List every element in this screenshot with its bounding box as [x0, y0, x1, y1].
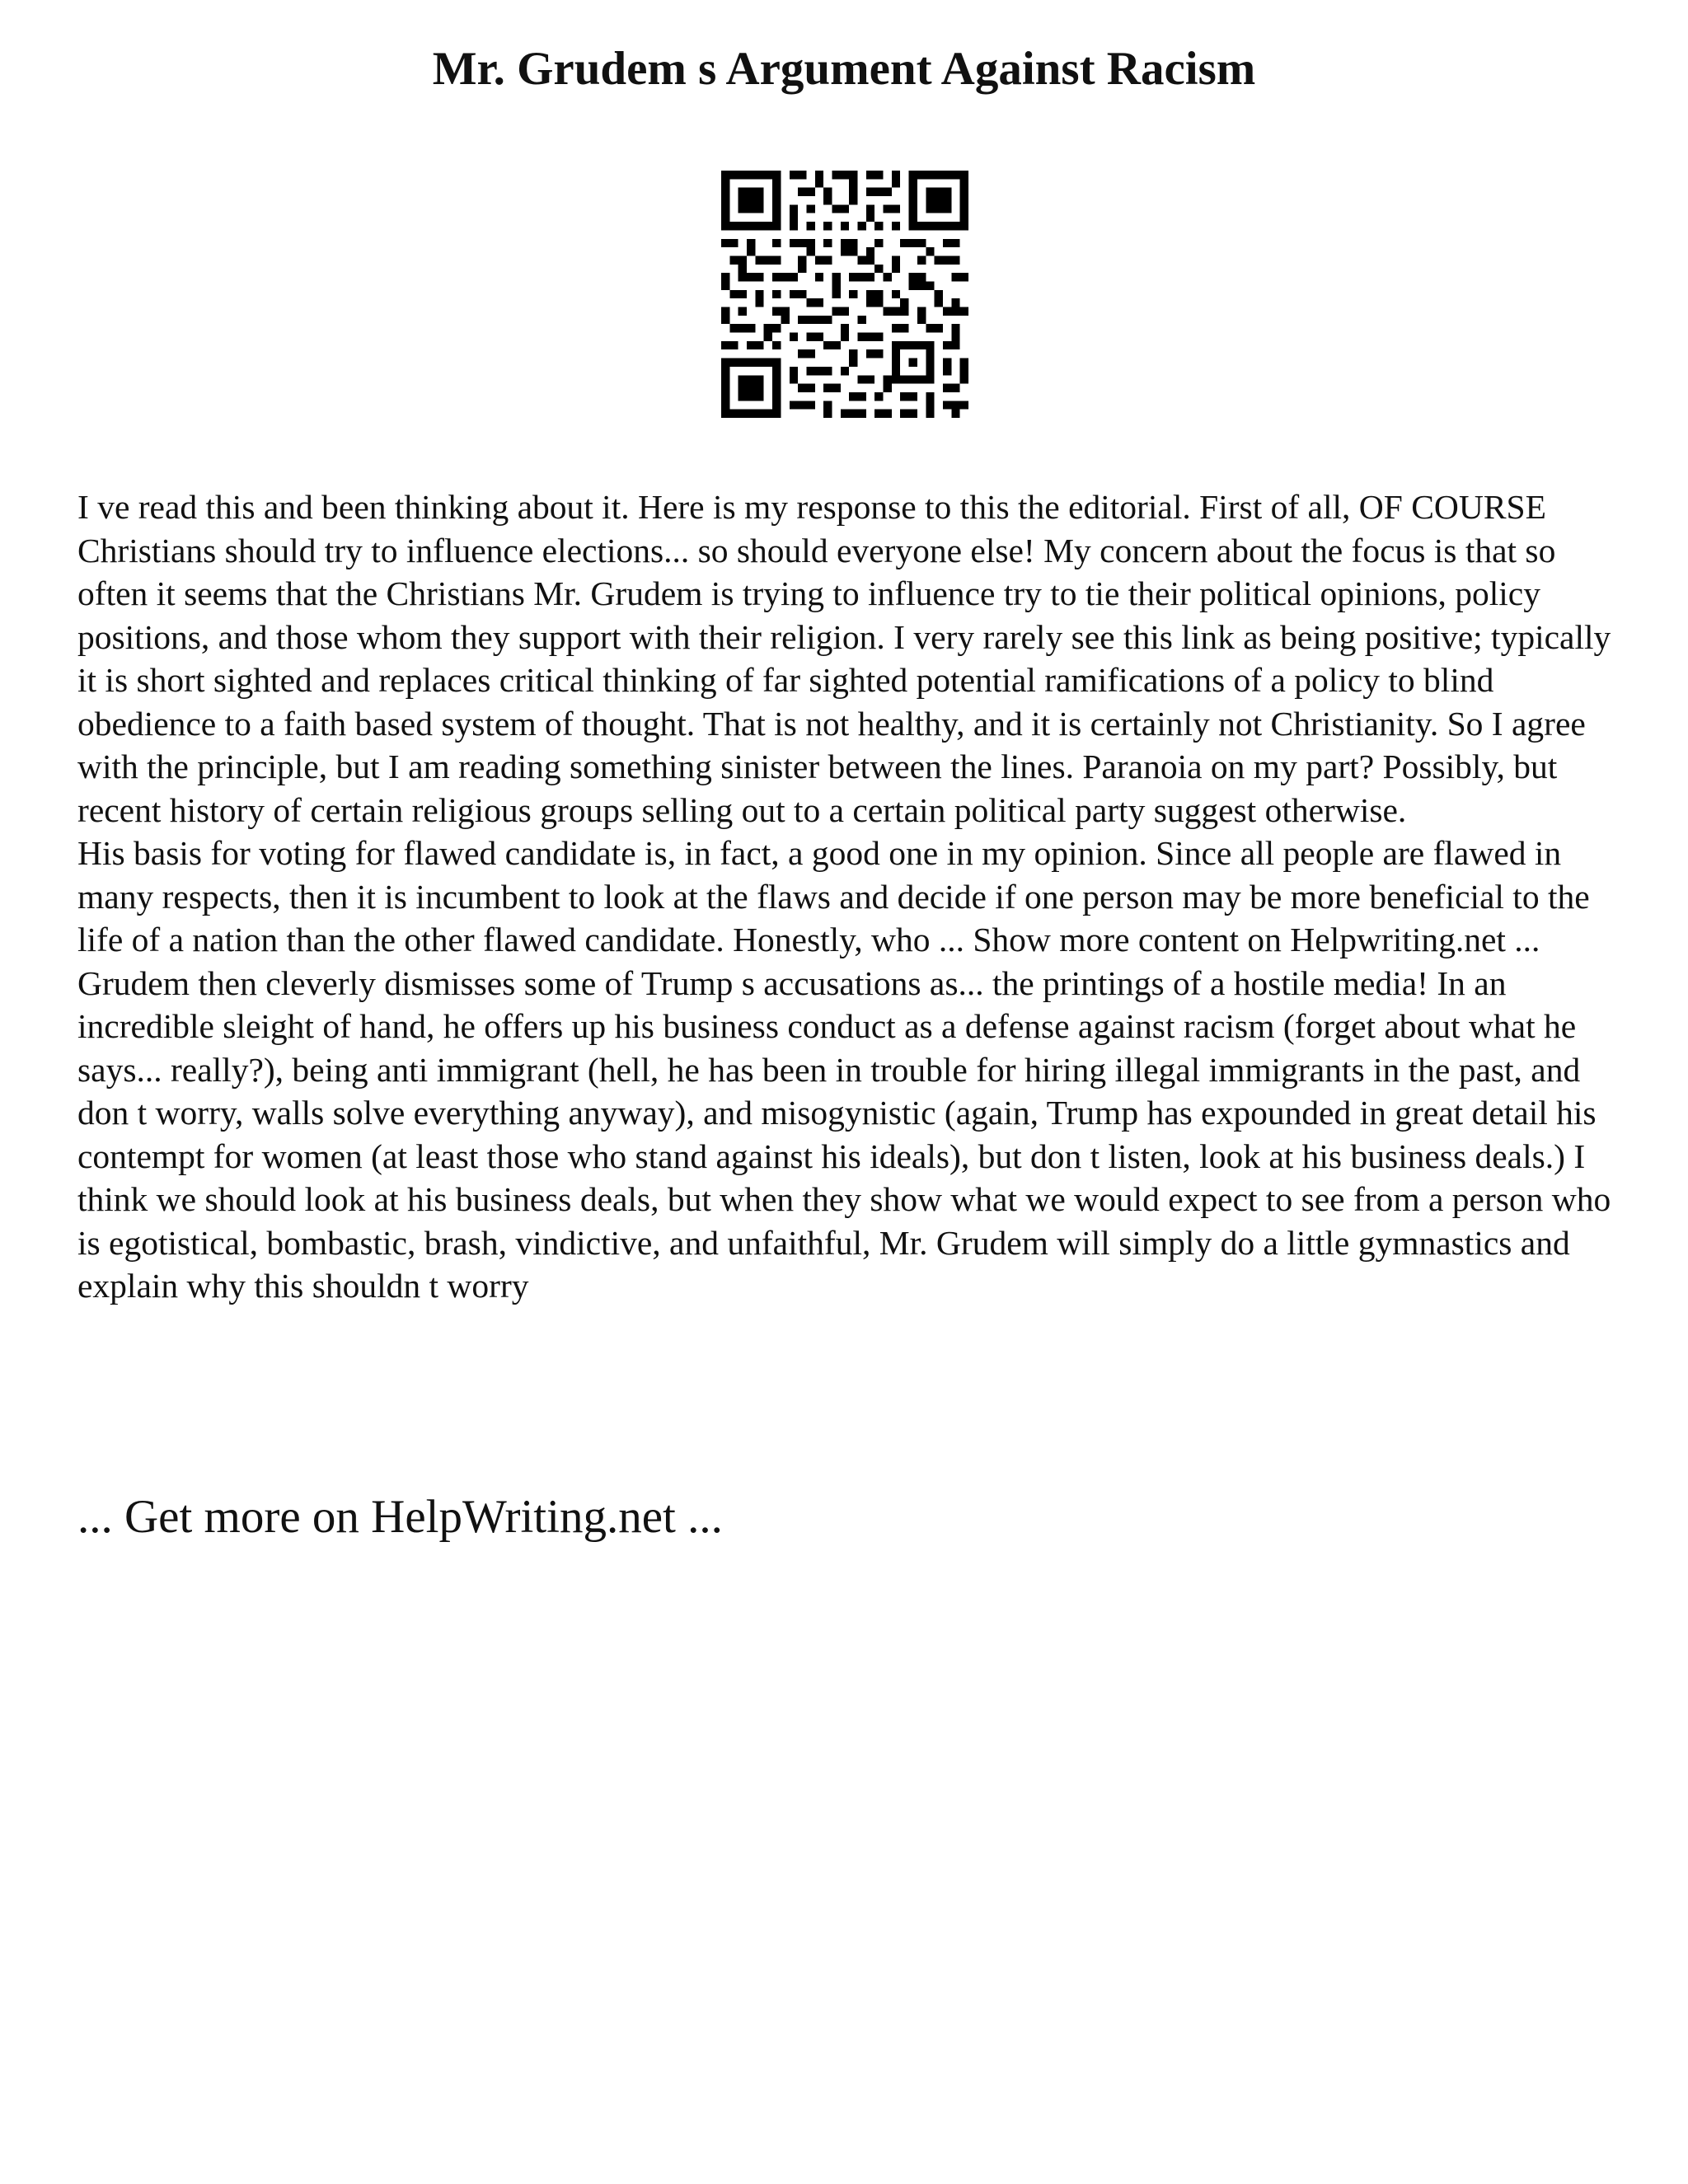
paragraph: I ve read this and been thinking about it. Here is my response to this the editorial. First of all, OF COURSE Christians should try to influence elections... so should everyone else! My concern about the focus is that so often it seems that the Christians Mr. Grudem is trying to influence try to tie their political opinions, policy positions, and those whom they support with their religion. I very rarely see this link as being positive; typically it is short sighted and replaces critical thinking of far sighted potential ramifications of a policy to blind obedience to a faith based system of thought. That is not healthy, and it is certainly not Christianity. So I agree with the principle, but I am reading something sinister between the lines. Paranoia on my part? Possibly, but recent history of certain religious groups selling out to a certain political party suggest otherwise.	[77, 488, 1611, 829]
article-body	[77, 485, 1627, 1308]
qr-code-icon	[721, 171, 968, 418]
get-more-link[interactable]: ... Get more on HelpWriting.net ...	[77, 1491, 723, 1543]
paragraph: His basis for voting for flawed candidate is, in fact, a good one in my opinion. Since all people are flawed in many respects, then it is incumbent to look at the flaws and decide if one person may be more beneficial to the life of a nation than the other flawed candidate. Honestly, who ... Show more content on Helpwriting.net ...	[77, 834, 1590, 958]
page-title: Mr. Grudem s Argument Against Racism	[432, 43, 1256, 95]
paragraph: Grudem then cleverly dismisses some of Trump s accusations as... the printings of a hostile media! In an incredible sleight of hand, he offers up his business conduct as a defense against racism (forget about what he says... really?), being anti immigrant (hell, he has been in trouble for hiring illegal immigrants in the past, and don t worry, walls solve everything anyway), and misogynistic (again, Trump has expounded in great detail his contempt for women (at least those who stand against his ideals), but don t listen, look at his business deals.) I think we should look at his business deals, but when they show what we would expect to see from a person who is egotistical, bombastic, brash, vindictive, and unfaithful, Mr. Grudem will simply do a little gymnastics and explain why this shouldn t worry	[77, 963, 1611, 1305]
